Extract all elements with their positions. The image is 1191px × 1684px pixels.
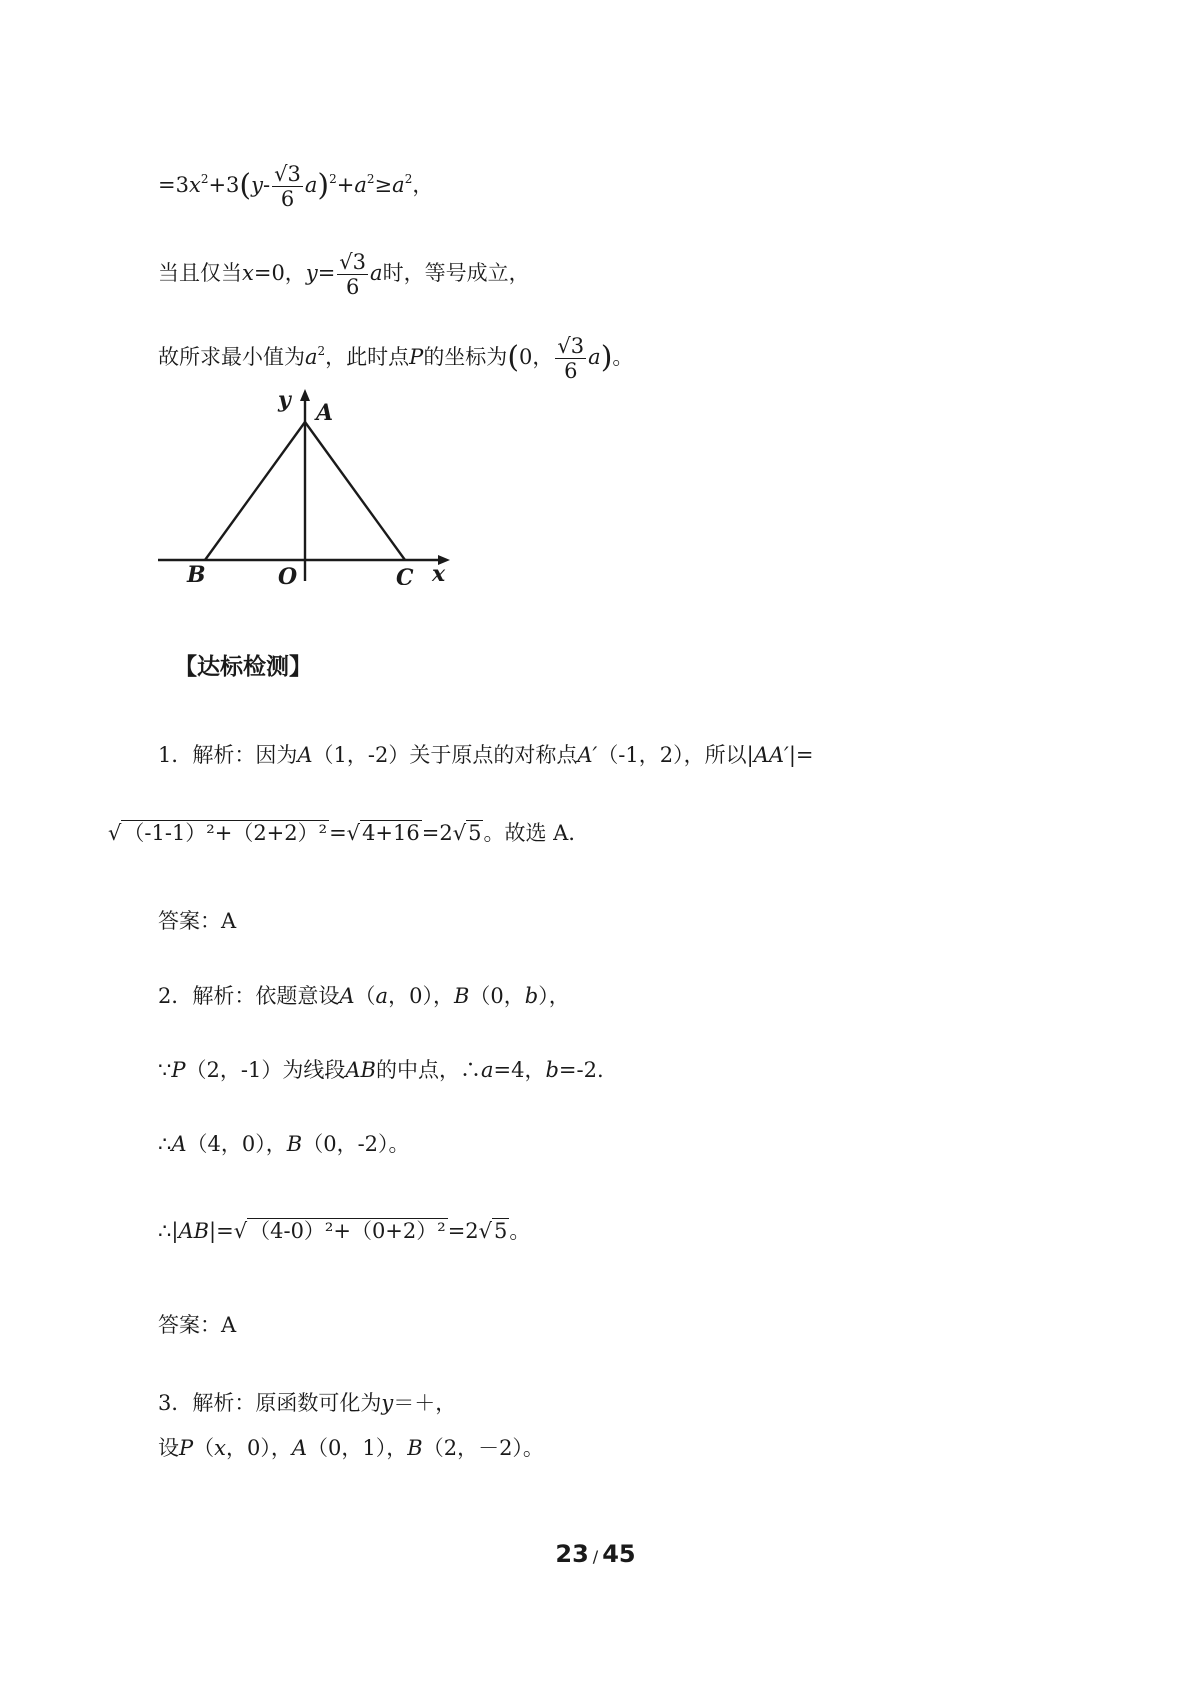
q3-var: A <box>291 1436 308 1460</box>
eq-text: - <box>263 173 271 197</box>
equation-line-1 <box>158 162 433 211</box>
eq-exp: 2 <box>329 172 337 186</box>
q3-text: ，0）， <box>225 1436 292 1460</box>
q2-text: ）， <box>538 984 570 1008</box>
label-a: A <box>316 400 334 426</box>
q3-var: y <box>381 1391 394 1415</box>
eq-text: ， <box>412 173 434 197</box>
q1-text: 1．解析：因为 <box>158 743 298 767</box>
q2-var: AB <box>345 1058 376 1082</box>
q2-text: 。 <box>509 1219 531 1243</box>
q1-text: （1，-2）关于原点的对称点 <box>312 743 578 767</box>
eq-var: a <box>588 345 601 369</box>
q2-var: A <box>171 1132 187 1156</box>
q2-text: ∴| <box>158 1219 179 1243</box>
eq-var: a <box>370 261 383 285</box>
q2-line-2 <box>158 1055 604 1085</box>
q3-text: 设 <box>158 1436 179 1460</box>
q1-var: A′ <box>577 743 598 767</box>
q2-var: AB <box>178 1219 210 1243</box>
side-ab <box>205 422 305 560</box>
side-ac <box>305 422 405 560</box>
eq-var: x <box>242 261 254 285</box>
eq-text: 当且仅当 <box>158 261 242 285</box>
q2-var: b <box>545 1058 559 1082</box>
q3-line-1 <box>158 1388 456 1418</box>
q1-line-2 <box>108 818 589 848</box>
q1-var: AA′ <box>753 743 789 767</box>
eq-exp: 2 <box>200 172 209 186</box>
eq-var: P <box>409 345 424 369</box>
q3-text: （ <box>193 1436 215 1460</box>
q3-text: ＝＋， <box>393 1391 457 1415</box>
q2-var: P <box>171 1058 186 1082</box>
eq-var: x <box>188 173 201 197</box>
fraction <box>337 250 368 299</box>
q2-text: ∴ <box>158 1132 172 1156</box>
q3-var: P <box>179 1436 194 1460</box>
q2-text: （2，-1）为线段 <box>185 1058 346 1082</box>
eq-text: + <box>336 173 355 197</box>
left-paren: ( <box>239 168 252 203</box>
eq-text: =0， <box>253 261 306 285</box>
eq-text: +3 <box>208 173 240 197</box>
q2-var: B <box>286 1132 303 1156</box>
q2-text: =-2. <box>558 1058 604 1082</box>
q2-text: =4， <box>493 1058 546 1082</box>
eq-exp: 2 <box>404 172 413 186</box>
eq-text: 0， <box>519 345 554 369</box>
q1-text: = <box>329 821 347 845</box>
right-paren: ) <box>600 340 613 375</box>
q2-answer: 答案：A <box>158 1313 237 1337</box>
q2-var: a <box>375 984 389 1008</box>
page-current: 23 <box>555 1540 589 1568</box>
q3-var: x <box>214 1436 226 1460</box>
q2-line-1 <box>158 981 570 1011</box>
label-b: B <box>187 562 206 585</box>
sqrt-sign: √ <box>452 821 467 845</box>
left-paren: ( <box>507 340 520 375</box>
eq-text: 。 <box>612 345 634 369</box>
q1-line-1 <box>158 740 814 770</box>
q1-text: 。故选 A． <box>483 821 590 845</box>
y-axis-arrow <box>300 389 310 401</box>
q3-var: B <box>407 1436 423 1460</box>
q2-text: （ <box>354 984 376 1008</box>
q2-line-3 <box>158 1129 410 1159</box>
triangle-figure <box>150 385 460 585</box>
radicand: （-1-1）²+（2+2）² <box>123 821 328 845</box>
eq-text: =3 <box>158 173 189 197</box>
q2-text: （0， <box>469 984 525 1008</box>
page-total: 45 <box>602 1540 636 1568</box>
fraction <box>555 334 586 383</box>
equation-line-3 <box>158 334 633 383</box>
q2-var: A <box>339 984 355 1008</box>
equation-line-2 <box>158 250 530 299</box>
fraction <box>272 162 303 211</box>
eq-text: ，此时点 <box>325 345 410 369</box>
radicand: （4-0）²+（0+2）² <box>249 1219 446 1243</box>
fraction-denominator: 6 <box>564 359 578 383</box>
q2-text: （0，-2）。 <box>302 1132 410 1156</box>
label-x: x <box>432 561 446 585</box>
radicand: 4+16 <box>362 821 420 845</box>
q3-text: （0，1）， <box>307 1436 408 1460</box>
eq-text: = <box>317 261 336 285</box>
q2-var: B <box>453 984 470 1008</box>
q1-var: A <box>297 743 313 767</box>
q1-text: =2 <box>421 821 453 845</box>
fraction-numerator: √3 <box>274 162 301 186</box>
q3-text: （2，－2）。 <box>422 1436 544 1460</box>
section-heading: 【达标检测】 <box>174 654 312 680</box>
q3-line-2 <box>158 1433 544 1463</box>
eq-text: 时，等号成立， <box>382 261 530 285</box>
eq-var: y <box>251 173 264 197</box>
page-separator: / <box>592 1547 599 1566</box>
eq-var: a <box>354 173 367 197</box>
q2-text: 2．解析：依题意设 <box>158 984 340 1008</box>
q2-text: （4，0）， <box>186 1132 287 1156</box>
q2-line-4 <box>158 1216 530 1246</box>
label-c: C <box>396 565 414 585</box>
sqrt-sign: √ <box>478 1219 493 1243</box>
label-o: O <box>278 564 298 585</box>
q2-text: |= <box>209 1219 234 1243</box>
fraction-denominator: 6 <box>280 187 295 211</box>
fraction-numerator: √3 <box>339 250 367 274</box>
q2-text: ∵ <box>158 1058 172 1082</box>
q1-text: |= <box>788 743 814 767</box>
eq-exp: 2 <box>366 172 375 186</box>
sqrt-sign: √ <box>346 821 361 845</box>
eq-text: ≥ <box>374 173 393 197</box>
sqrt-sign: √ <box>233 1219 248 1243</box>
eq-var: a <box>392 173 405 197</box>
right-paren: ) <box>317 168 330 203</box>
q3-text: 3．解析：原函数可化为 <box>158 1391 382 1415</box>
q2-var: b <box>524 984 539 1008</box>
eq-var: a <box>305 345 318 369</box>
fraction-denominator: 6 <box>345 275 360 299</box>
page-number <box>0 1540 1191 1568</box>
eq-text: 的坐标为 <box>423 345 508 369</box>
sqrt-sign: √ <box>108 821 122 845</box>
eq-exp: 2 <box>317 344 326 358</box>
q2-text: 的中点，∴ <box>375 1058 481 1082</box>
eq-var: a <box>304 173 318 197</box>
radicand: 5 <box>468 821 482 845</box>
eq-text: 故所求最小值为 <box>158 345 305 369</box>
q1-answer: 答案：A <box>158 909 237 933</box>
fraction-numerator: √3 <box>557 334 585 358</box>
label-y: y <box>278 387 291 413</box>
radicand: 5 <box>494 1219 508 1243</box>
q2-text: =2 <box>447 1219 479 1243</box>
q2-var: a <box>480 1058 494 1082</box>
q2-text: ，0）， <box>388 984 454 1008</box>
eq-var: y <box>305 261 318 285</box>
q1-text: （-1，2），所以| <box>597 743 754 767</box>
